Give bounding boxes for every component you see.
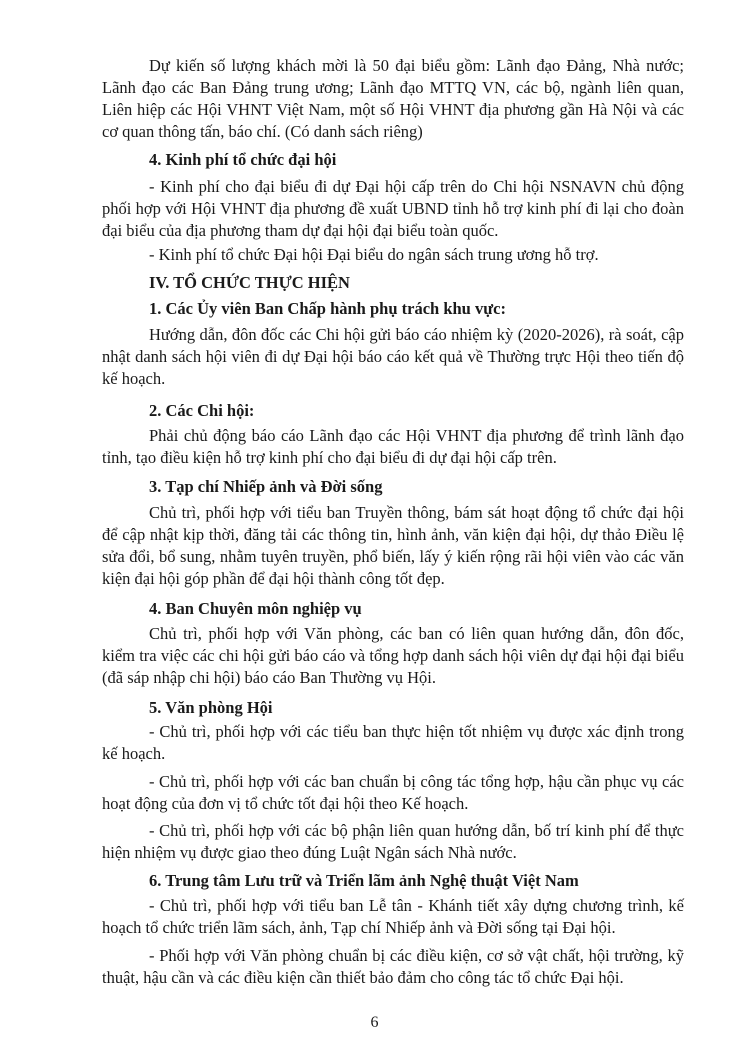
paragraph-budget-central: - Kinh phí tổ chức Đại hội Đại biểu do ngân sách trung ương hỗ trợ. — [149, 245, 599, 264]
heading-section-iv: IV. TỔ CHỨC THỰC HIỆN — [149, 273, 350, 292]
paragraph-office-2: - Chủ trì, phối hợp với các ban chuẩn bị công tác tổng hợp, hậu cần phục vụ các hoạt động của đơn vị tổ chức tốt đại hội theo Kế hoạch. — [102, 772, 684, 813]
paragraph-archive-1: - Chủ trì, phối hợp với tiểu ban Lễ tân - Khánh tiết xây dựng chương trình, kế hoạch tổ chức triển lãm sách, ảnh, Tạp chí Nhiếp ảnh và Đời sống tại Đại hội. — [102, 896, 684, 937]
heading-committee: 1. Các Ủy viên Ban Chấp hành phụ trách khu vực: — [149, 299, 506, 318]
heading-branches: 2. Các Chi hội: — [149, 401, 255, 420]
heading-archive-center: 6. Trung tâm Lưu trữ và Triển lãm ảnh Nghệ thuật Việt Nam — [149, 871, 579, 890]
paragraph-budget-delegates: - Kinh phí cho đại biểu đi dự Đại hội cấp trên do Chi hội NSNAVN chủ động phối hợp với Hội VHNT địa phương đề xuất UBND tỉnh hỗ trợ kinh phí đi lại cho đoàn đại biểu của địa phương tham dự đại hội đại biểu toàn quốc. — [102, 177, 684, 240]
paragraph-office-1: - Chủ trì, phối hợp với các tiểu ban thực hiện tốt nhiệm vụ được xác định trong kế hoạch. — [102, 722, 684, 763]
paragraph-guests: Dự kiến số lượng khách mời là 50 đại biểu gồm: Lãnh đạo Đảng, Nhà nước; Lãnh đạo các Ban Đảng trung ương; Lãnh đạo MTTQ VN, các bộ, ngành liên quan, Liên hiệp các Hội VHNT Việt Nam, một số Hội VHNT địa phương gần Hà Nội và các cơ quan thông tấn, báo chí. (Có danh sách riêng) — [102, 56, 684, 141]
paragraph-professional-board: Chủ trì, phối hợp với Văn phòng, các ban có liên quan hướng dẫn, đôn đốc, kiểm tra việc các chi hội gửi báo cáo và tổng hợp danh sách hội viên dự đại hội đại biểu (đã sáp nhập chi hội) báo cáo Ban Thường vụ Hội. — [102, 624, 684, 687]
heading-professional-board: 4. Ban Chuyên môn nghiệp vụ — [149, 599, 362, 618]
heading-magazine: 3. Tạp chí Nhiếp ảnh và Đời sống — [149, 477, 383, 496]
paragraph-archive-2: - Phối hợp với Văn phòng chuẩn bị các điều kiện, cơ sở vật chất, hội trường, kỹ thuật, hậu cần và các điều kiện cần thiết bảo đảm cho công tác tổ chức Đại hội. — [102, 946, 684, 987]
paragraph-branches: Phải chủ động báo cáo Lãnh đạo các Hội VHNT địa phương để trình lãnh đạo tỉnh, tạo điều kiện hỗ trợ kinh phí cho đại biểu đi dự đại hội cấp trên. — [102, 426, 684, 467]
paragraph-magazine: Chủ trì, phối hợp với tiểu ban Truyền thông, bám sát hoạt động tổ chức đại hội để cập nhật kịp thời, đăng tải các thông tin, hình ảnh, văn kiện đại hội, dự thảo Điều lệ sửa đổi, bổ sung, nhằm tuyên truyền, phổ biến, lấy ý kiến rộng rãi hội viên vào các văn kiện đại hội góp phần để đại hội thành công tốt đẹp. — [102, 503, 684, 588]
paragraph-committee: Hướng dẫn, đôn đốc các Chi hội gửi báo cáo nhiệm kỳ (2020-2026), rà soát, cập nhật danh sách hội viên đi dự Đại hội báo cáo kết quả về Thường trực Hội theo tiến độ kế hoạch. — [102, 325, 684, 388]
paragraph-office-3: - Chủ trì, phối hợp với các bộ phận liên quan hướng dẫn, bố trí kinh phí để thực hiện nhiệm vụ được giao theo đúng Luật Ngân sách Nhà nước. — [102, 821, 684, 862]
page-number: 6 — [370, 1014, 379, 1031]
heading-office: 5. Văn phòng Hội — [149, 698, 273, 717]
heading-budget: 4. Kinh phí tổ chức đại hội — [149, 150, 337, 169]
